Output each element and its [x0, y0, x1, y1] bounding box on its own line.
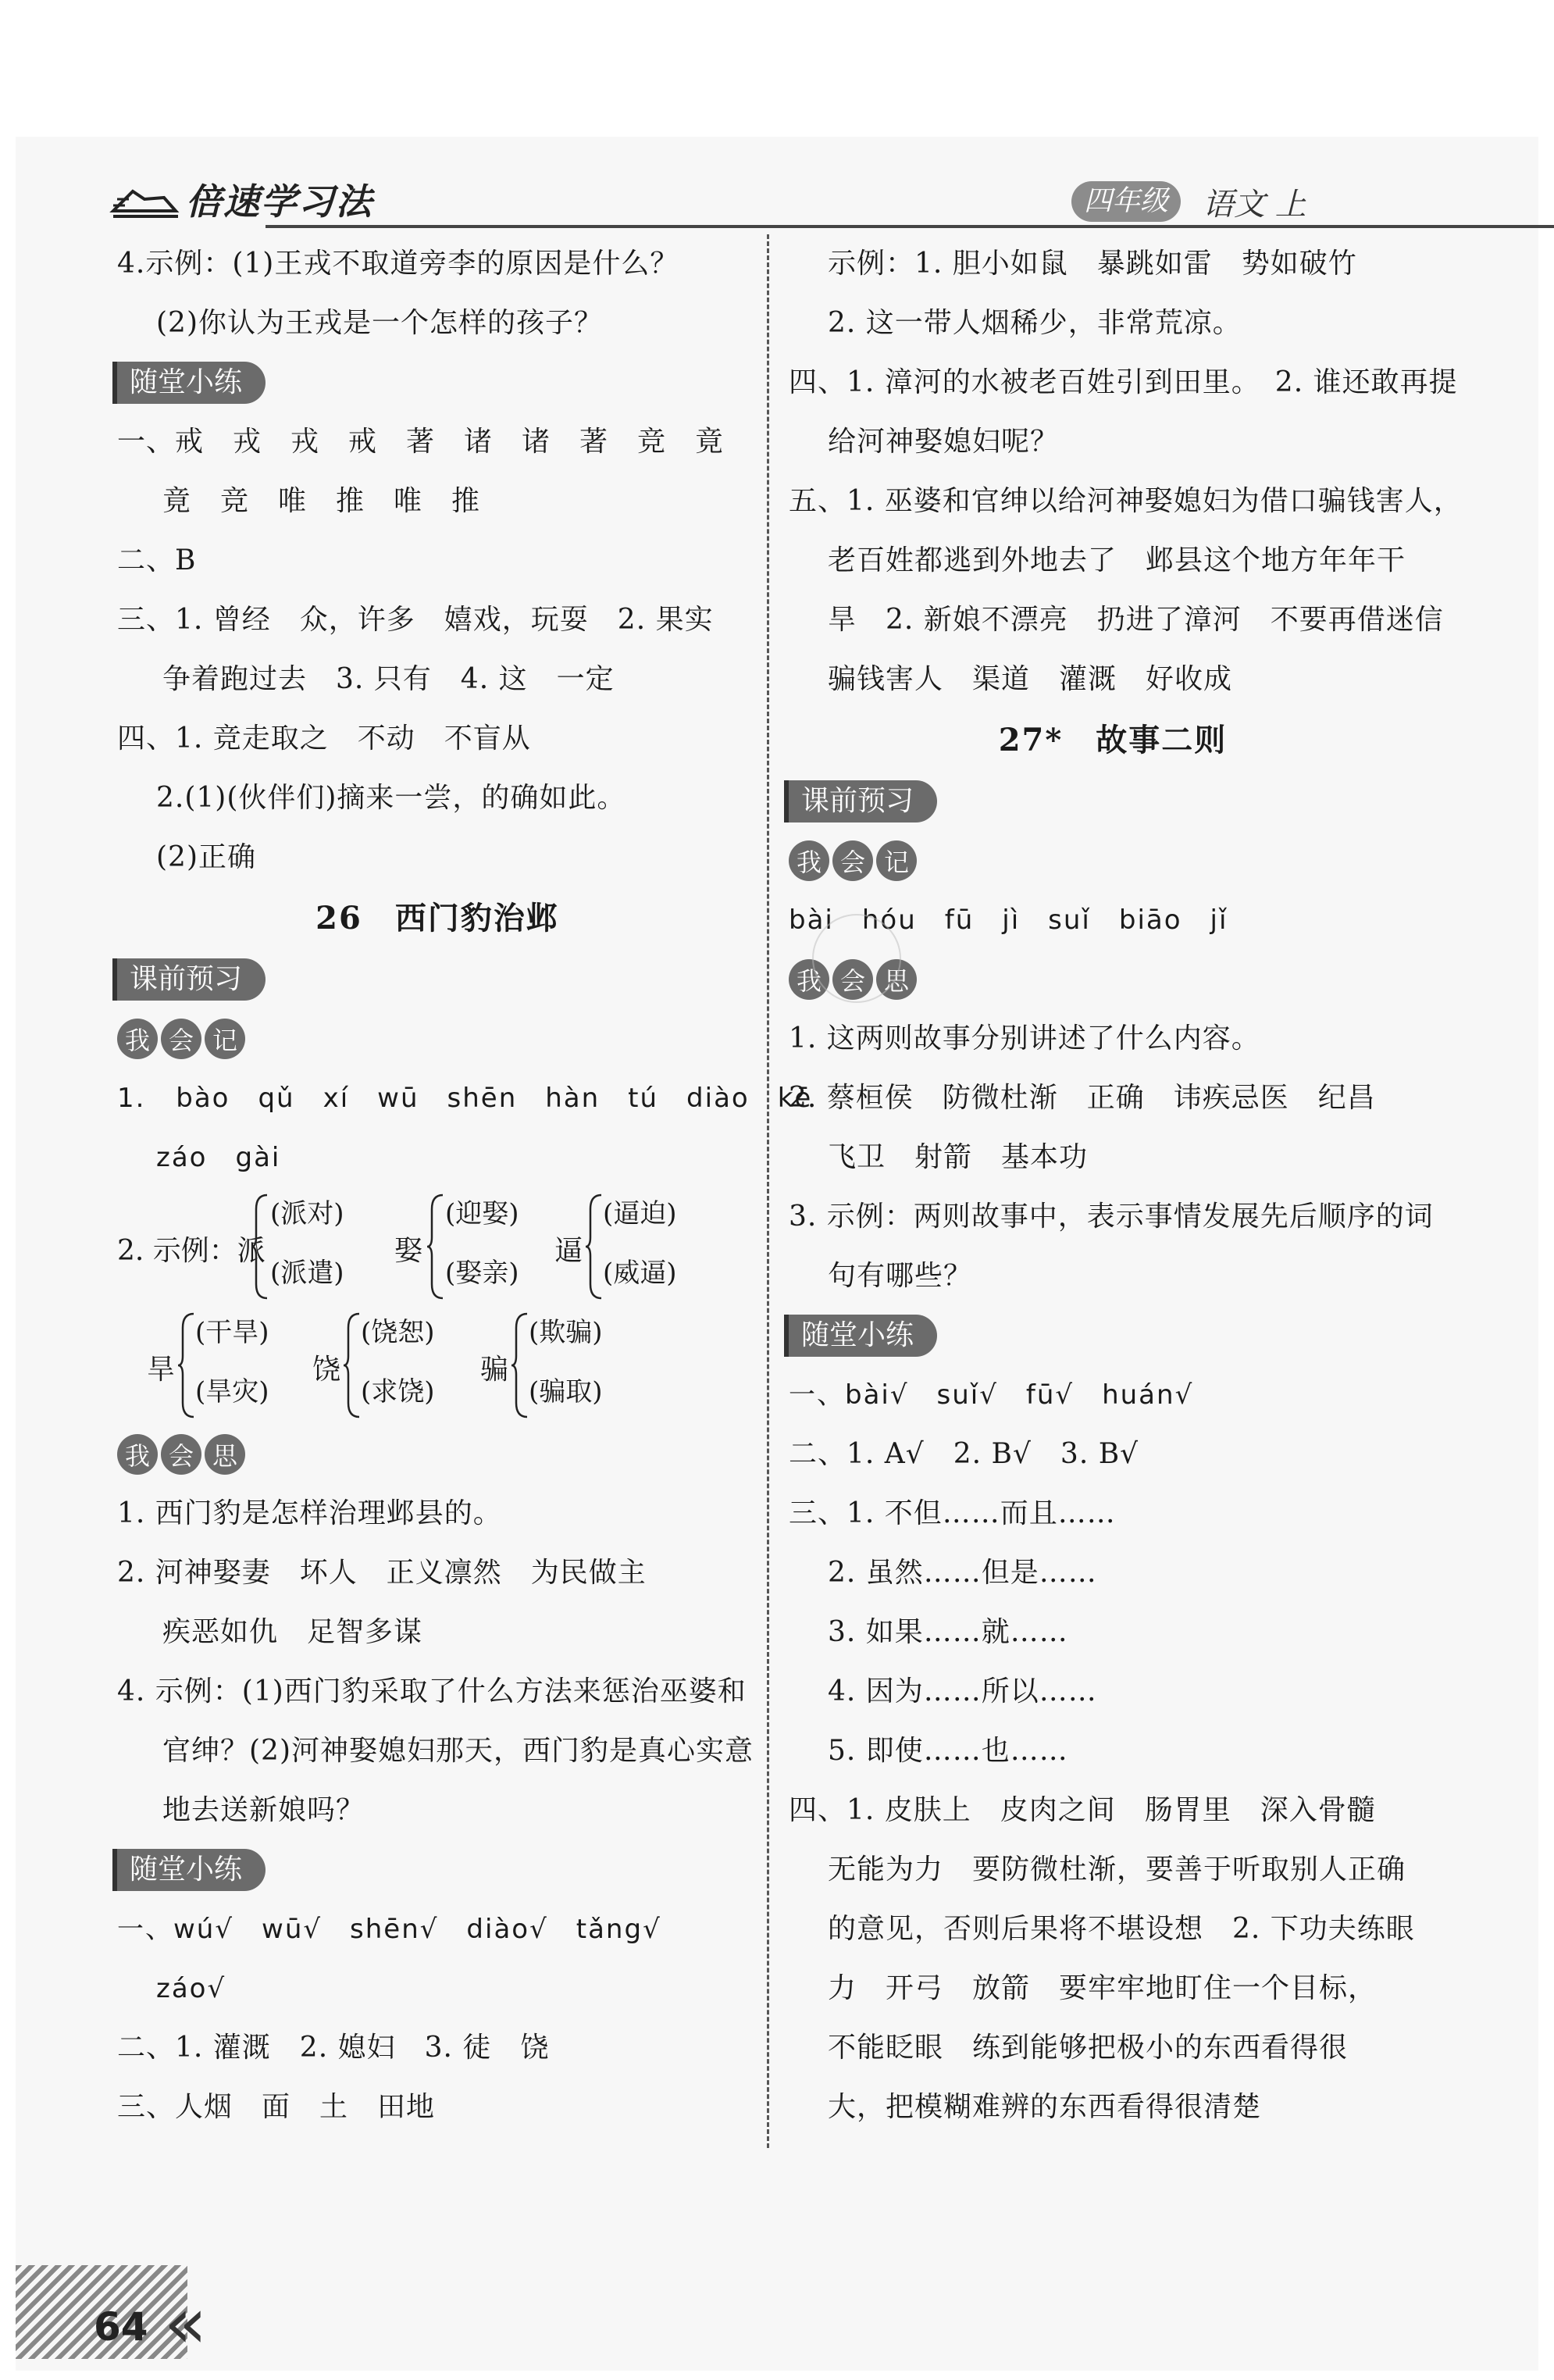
left-column — [117, 234, 813, 2137]
answer-line: 句有哪些？ — [828, 1260, 973, 1292]
answer-line: 官绅？(2)河神娶媳妇那天，西门豹是真心实意 — [162, 1735, 754, 1767]
word-group-label: 2. 示例：派 — [117, 1235, 266, 1267]
answer-line: 飞卫 射箭 基本功 — [828, 1141, 1089, 1173]
answer-line: (2)你认为王戎是一个怎样的孩子？ — [156, 307, 603, 339]
answer-line: 四、1. 皮肤上 皮肉之间 肠胃里 深入骨髓 — [789, 1794, 1376, 1826]
word-group-char: 逼 — [554, 1235, 583, 1267]
answer-line: 给河神娶媳妇呢？ — [828, 426, 1060, 458]
answer-line: 一、戒 戎 戎 戒 著 诸 诸 著 竞 竟 — [117, 426, 725, 458]
answer-line: 3. 如果……就…… — [828, 1616, 1068, 1648]
answer-line: 五、1. 巫婆和官绅以给河神娶媳妇为借口骗钱害人， — [789, 485, 1463, 517]
brace-icon — [250, 1194, 269, 1300]
answer-line: 2. 这一带人烟稀少，非常荒凉。 — [828, 307, 1242, 339]
word-item: (欺骗) — [529, 1317, 603, 1348]
answer-line: 四、1. 竞走取之 不动 不盲从 — [117, 723, 531, 755]
double-chevron-left-icon: « — [164, 2282, 208, 2364]
answer-line: 2.(1)(伙伴们)摘来一尝，的确如此。 — [156, 782, 626, 814]
word-item: (求饶) — [361, 1376, 435, 1408]
answer-line: 三、1. 不但……而且…… — [789, 1497, 1116, 1529]
brace-icon — [342, 1312, 361, 1418]
word-item: (娶亲) — [445, 1258, 519, 1289]
subsection-badge: 我 会 记 — [789, 831, 1437, 890]
answer-line: 1. 西门豹是怎样治理邺县的。 — [117, 1497, 502, 1529]
page-number: 64 — [94, 2304, 148, 2350]
word-item: (派遣) — [270, 1258, 344, 1289]
answer-line: 无能为力 要防微杜渐，要善于听取别人正确 — [828, 1854, 1406, 1886]
answer-line: 二、1. A√ 2. B√ 3. B√ — [789, 1438, 1139, 1470]
subsection-badge: 我 会 思 — [117, 1425, 757, 1484]
word-item: (派对) — [270, 1198, 344, 1229]
answer-line: 示例：1. 胆小如鼠 暴跳如雷 势如破竹 — [828, 248, 1357, 280]
answer-line: 地去送新娘吗？ — [162, 1794, 365, 1826]
pinyin-line: bài hóu fū jì suǐ biāo jǐ — [789, 905, 1228, 936]
word-group-char: 旱 — [147, 1354, 176, 1386]
grade-badge: 四年级 — [1071, 181, 1181, 222]
answer-line: 三、人烟 面 土 田地 — [117, 2091, 436, 2123]
subsection-badge: 我 会 记 — [117, 1009, 757, 1069]
answer-line: 4.示例：(1)王戎不取道旁李的原因是什么？ — [117, 248, 679, 280]
word-item: (干旱) — [195, 1317, 269, 1348]
column-divider — [767, 234, 769, 2148]
answer-line: 二、1. 灌溉 2. 媳妇 3. 徒 饶 — [117, 2032, 550, 2064]
answer-line: 4. 因为……所以…… — [828, 1675, 1097, 1707]
section-tag: 随堂小练 — [789, 1315, 937, 1357]
pinyin-line: záo gài — [156, 1142, 281, 1173]
word-group-char: 骗 — [480, 1354, 509, 1386]
word-group-char: 饶 — [312, 1354, 341, 1386]
word-item: (威逼) — [603, 1258, 677, 1289]
section-tag: 课前预习 — [789, 780, 937, 822]
brace-icon — [584, 1194, 603, 1300]
header-rule — [266, 225, 1554, 228]
pinyin-line: záo√ — [156, 1973, 226, 2004]
answer-line: 2. 河神娶妻 坏人 正义凛然 为民做主 — [117, 1557, 647, 1589]
answer-line: 3. 示例：两则故事中，表示事情发展先后顺序的词 — [789, 1201, 1434, 1233]
lesson-title: 27* 故事二则 — [998, 722, 1228, 758]
brand-logo — [109, 172, 373, 227]
word-item: (饶恕) — [361, 1317, 435, 1348]
word-item: (迎娶) — [445, 1198, 519, 1229]
faint-stamp-icon — [812, 914, 901, 1003]
answer-line: 四、1. 漳河的水被老百姓引到田里。 2. 谁还敢再提 — [789, 366, 1458, 398]
answer-line: 不能眨眼 练到能够把极小的东西看得很 — [828, 2032, 1349, 2064]
answer-line: 争着跑过去 3. 只有 4. 这 一定 — [162, 663, 615, 695]
answer-line: 4. 示例：(1)西门豹采取了什么方法来惩治巫婆和 — [117, 1675, 747, 1707]
word-group-char: 娶 — [394, 1235, 423, 1267]
brace-icon — [426, 1194, 444, 1300]
answer-line: 1. 这两则故事分别讲述了什么内容。 — [789, 1022, 1260, 1054]
answer-line: (2)正确 — [156, 841, 256, 873]
brace-icon — [510, 1312, 529, 1418]
lesson-title: 26 西门豹治邺 — [315, 900, 559, 937]
answer-line: 骗钱害人 渠道 灌溉 好收成 — [828, 663, 1233, 695]
word-group-row — [117, 1306, 757, 1425]
speed-shoe-icon — [109, 176, 180, 223]
answer-line: 的意见，否则后果将不堪设想 2. 下功夫练眼 — [828, 1913, 1415, 1945]
section-tag: 随堂小练 — [117, 1849, 266, 1891]
pinyin-line: 1. bào qǔ xí wū shēn hàn tú diào kē — [117, 1083, 813, 1114]
pinyin-line: 一、bài√ suǐ√ fū√ huán√ — [789, 1379, 1194, 1411]
right-column — [789, 234, 1463, 2137]
answer-line: 2. 蔡桓侯 防微杜渐 正确 讳疾忌医 纪昌 — [789, 1082, 1376, 1114]
brand-title: 倍速学习法 — [186, 180, 373, 223]
word-item: (骗取) — [529, 1376, 603, 1408]
answer-line: 旱 2. 新娘不漂亮 扔进了漳河 不要再借迷信 — [828, 604, 1444, 636]
answer-line: 竟 竞 唯 推 唯 推 — [162, 485, 481, 517]
brace-icon — [176, 1312, 195, 1418]
answer-line: 大，把模糊难辨的东西看得很清楚 — [828, 2091, 1262, 2123]
section-tag: 课前预习 — [117, 958, 266, 1001]
section-tag: 随堂小练 — [117, 362, 266, 404]
answer-line: 2. 虽然……但是…… — [828, 1557, 1097, 1589]
answer-line: 疾恶如仇 足智多谋 — [162, 1616, 423, 1648]
answer-line: 二、B — [117, 544, 197, 576]
answer-line: 力 开弓 放箭 要牢牢地盯住一个目标， — [828, 1972, 1378, 2004]
subsection-badge: 我 会 思 — [789, 950, 1437, 1009]
subject-label: 语文 上 — [1203, 187, 1306, 223]
word-item: (旱灾) — [195, 1376, 269, 1408]
answer-line: 老百姓都逃到外地去了 邺县这个地方年年干 — [828, 544, 1406, 576]
word-item: (逼迫) — [603, 1198, 677, 1229]
page-header — [109, 172, 1437, 234]
pinyin-line: 一、wú√ wū√ shēn√ diào√ tǎng√ — [117, 1914, 661, 1945]
answer-line: 5. 即使……也…… — [828, 1735, 1068, 1767]
answer-line: 三、1. 曾经 众，许多 嬉戏，玩耍 2. 果实 — [117, 604, 714, 636]
word-group-row — [117, 1187, 757, 1306]
